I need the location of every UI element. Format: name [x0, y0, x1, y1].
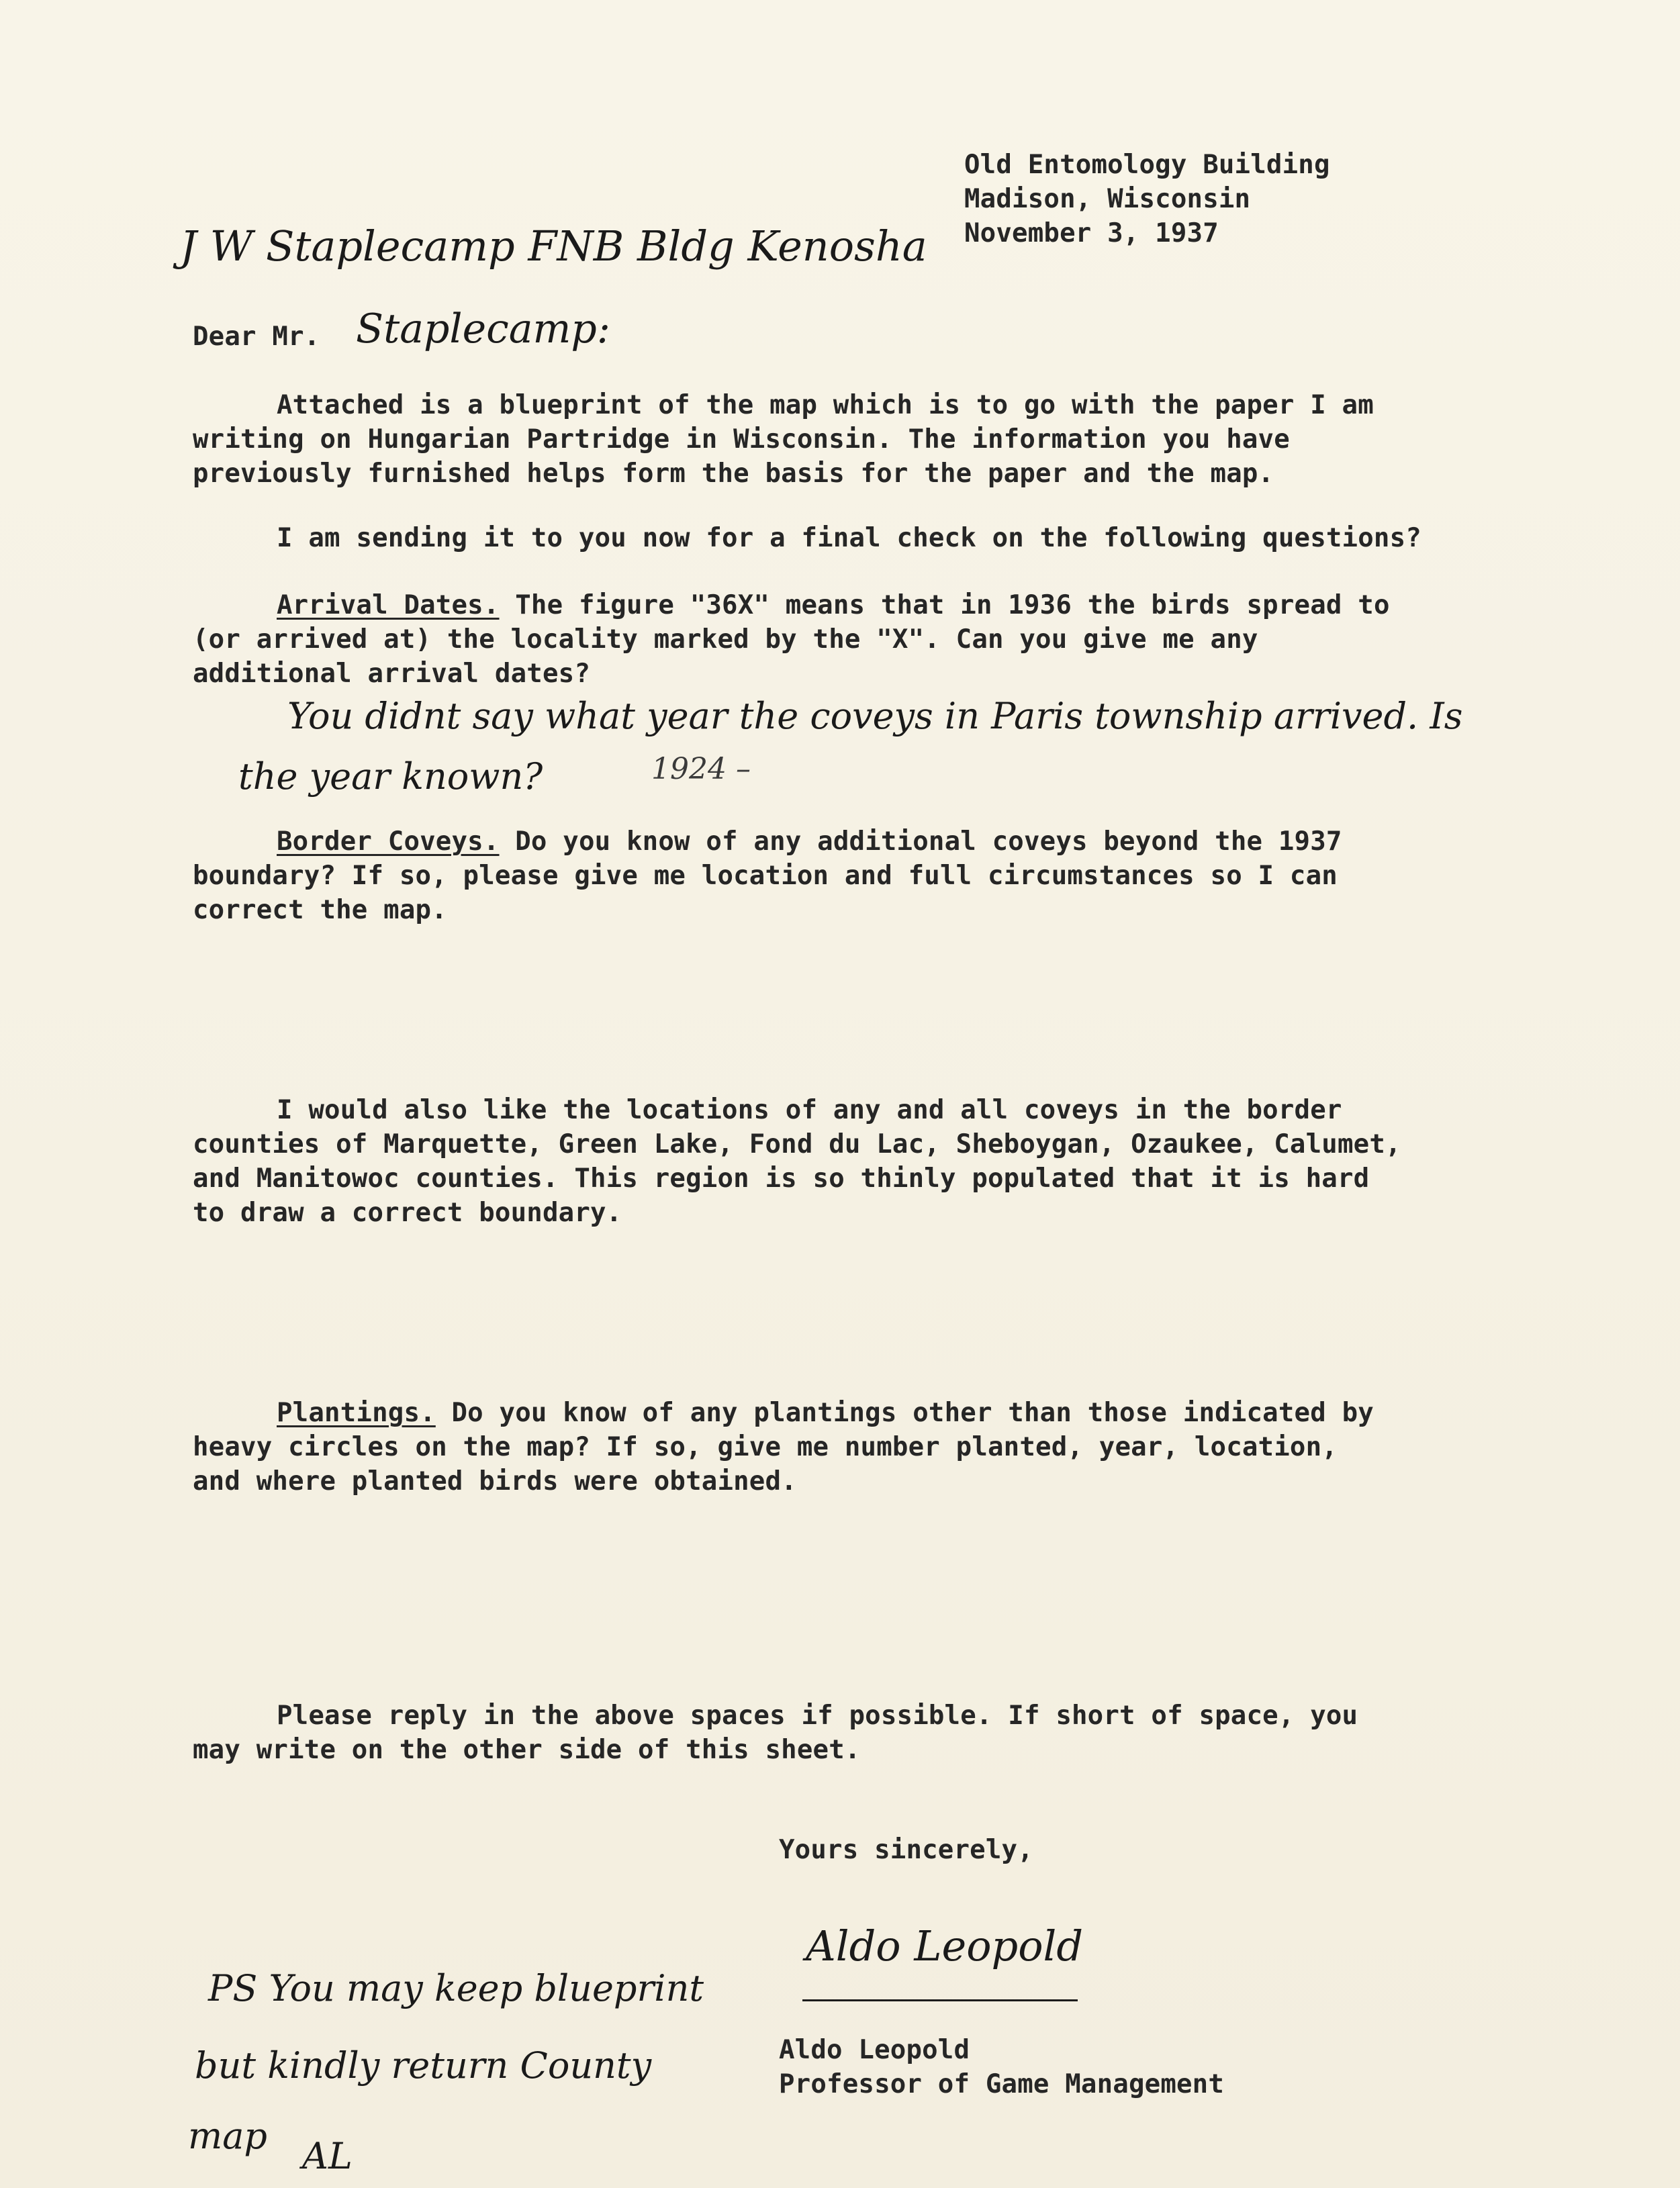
letter-date: November 3, 1937: [964, 218, 1219, 248]
border-line-3: correct the map.: [193, 895, 447, 925]
plantings-line-1-text: Do you know of any plantings other than those indicated by: [451, 1398, 1374, 1428]
signer-title: Professor of Game Management: [779, 2069, 1225, 2099]
letterhead-line-2: Madison, Wisconsin: [964, 184, 1251, 214]
counties-line-3: and Manitowoc counties. This region is so thinly populated that it is hard: [193, 1163, 1370, 1194]
complimentary-close: Yours sincerely,: [779, 1835, 1033, 1865]
intro-line-3: previously furnished helps form the basis for the paper and the map.: [193, 459, 1274, 489]
reply-line-2: may write on the other side of this sheet.: [193, 1735, 861, 1765]
arrival-line-3: additional arrival dates?: [193, 659, 590, 689]
salutation-handwritten-name: Staplecamp:: [356, 305, 610, 352]
plantings-line-2: heavy circles on the map? If so, give me number planted, year, location,: [193, 1432, 1338, 1462]
salutation-typed: Dear Mr.: [193, 322, 320, 352]
signer-name: Aldo Leopold: [779, 2035, 970, 2065]
arrival-line-1-text: The figure "36X" means that in 1936 the birds spread to: [515, 590, 1390, 620]
postscript-initials: AL: [302, 2135, 353, 2177]
arrival-handwritten-line-1: You didnt say what year the coveys in Paris township arrived. Is: [287, 695, 1463, 737]
border-heading: Border Coveys.: [277, 826, 500, 857]
intro-line-1: Attached is a blueprint of the map which is to go with the paper I am: [277, 390, 1374, 420]
arrival-line-1: [277, 588, 1390, 622]
border-line-1: [277, 824, 1342, 859]
border-line-2: boundary? If so, please give me location and full circumstances so I can: [193, 861, 1338, 891]
sending-line: I am sending it to you now for a final check on the following questions?: [277, 523, 1421, 553]
plantings-line-1: [277, 1396, 1374, 1430]
arrival-heading: Arrival Dates.: [277, 590, 500, 620]
handwritten-signature: Aldo Leopold: [806, 1921, 1084, 1970]
arrival-handwritten-year: 1924 –: [651, 752, 751, 786]
plantings-line-3: and where planted birds were obtained.: [193, 1466, 797, 1496]
postscript-line-3: map: [188, 2115, 267, 2157]
handwritten-address: J W Staplecamp FNB Bldg Kenosha: [180, 222, 927, 271]
letterhead-line-1: Old Entomology Building: [964, 150, 1330, 180]
postscript-line-1: PS You may keep blueprint: [208, 1967, 704, 2009]
counties-line-4: to draw a correct boundary.: [193, 1198, 622, 1228]
arrival-line-2: (or arrived at) the locality marked by the "X". Can you give me any: [193, 624, 1258, 655]
signature-underline: [802, 1999, 1078, 2001]
intro-line-2: writing on Hungarian Partridge in Wisconsin. The information you have: [193, 424, 1290, 455]
counties-line-1: I would also like the locations of any and all coveys in the border: [277, 1095, 1342, 1125]
border-line-1-text: Do you know of any additional coveys beyond the 1937: [515, 826, 1342, 857]
counties-line-2: counties of Marquette, Green Lake, Fond du Lac, Sheboygan, Ozaukee, Calumet,: [193, 1129, 1401, 1159]
plantings-heading: Plantings.: [277, 1398, 436, 1428]
reply-line-1: Please reply in the above spaces if possible. If short of space, you: [277, 1701, 1358, 1731]
postscript-line-2: but kindly return County: [195, 2044, 652, 2087]
arrival-handwritten-line-2: the year known?: [238, 755, 543, 798]
